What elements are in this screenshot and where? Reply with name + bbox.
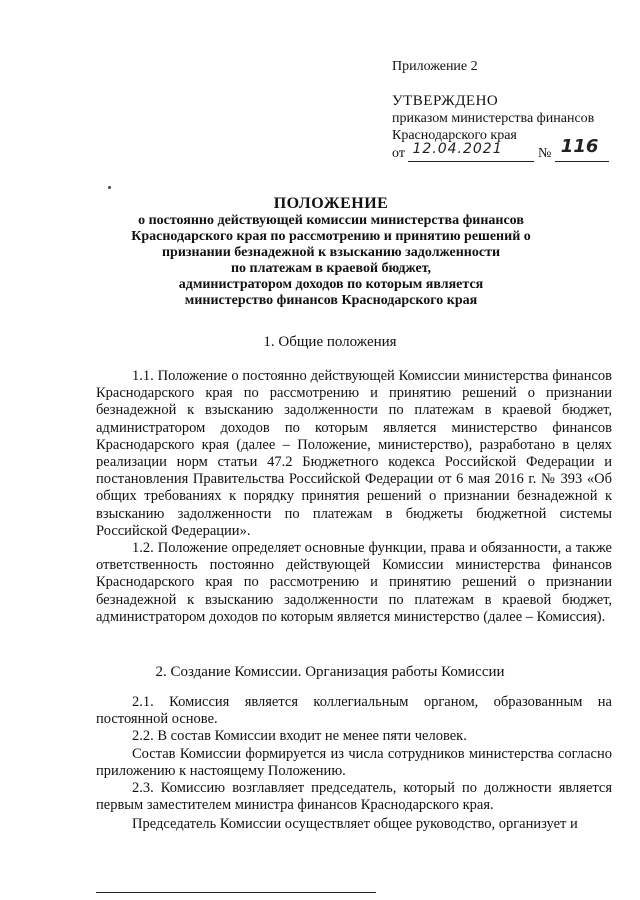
handwritten-date: 12.04.2021 bbox=[412, 141, 503, 157]
paragraph-2-2: 2.2. В состав Комиссии входит не менее пяти человек. bbox=[132, 728, 467, 745]
paragraph-2-2-composition: Состав Комиссии формируется из числа сотрудников министерства согласно приложению к настоящему Положению. bbox=[96, 745, 612, 779]
date-field bbox=[408, 141, 534, 162]
appendix-label: Приложение 2 bbox=[392, 59, 478, 74]
region-line: Краснодарского края bbox=[392, 128, 517, 143]
order-line: приказом министерства финансов bbox=[392, 111, 595, 126]
title-line: администратором доходов по которым является bbox=[178, 277, 484, 292]
section-2-heading: 2. Создание Комиссии. Организация работы Комиссии bbox=[155, 664, 505, 680]
approved-word: УТВЕРЖДЕНО bbox=[392, 93, 499, 109]
number-label: № bbox=[537, 146, 552, 161]
handwritten-number: 116 bbox=[560, 136, 599, 157]
section-1-body bbox=[96, 368, 612, 626]
document-title: ПОЛОЖЕНИЕ bbox=[273, 195, 389, 212]
from-label: от bbox=[392, 146, 405, 161]
section-1-heading: 1. Общие положения bbox=[263, 334, 397, 350]
title-line: министерство финансов Краснодарского края bbox=[184, 293, 478, 308]
order-date-number-line bbox=[392, 136, 632, 162]
title-line: о постоянно действующей комиссии министерства финансов bbox=[138, 213, 524, 228]
paragraph-2-1: 2.1. Комиссия является коллегиальным органом, образованным на постоянной основе. bbox=[96, 694, 612, 728]
scan-dot bbox=[108, 186, 111, 189]
title-line: Краснодарского края по рассмотрению и принятию решений о bbox=[131, 229, 531, 244]
section-2-body bbox=[96, 694, 612, 834]
paragraph-1-1: 1.1. Положение о постоянно действующей Комиссии министерства финансов Краснодарского края по рассмотрению и принятию решений о признании безнадежной к взысканию задолженности по платежам в краевой бюджет, администратором доходов по которым является министерство финансов Краснодарского края (далее – Положение, министерство), разработано в целях реализации норм статьи 47.2 Бюджетного кодекса Российской Федерации и постановления Правительства Российской Федерации от 6 мая 2016 г. № 393 «Об общих требованиях к порядку принятия решений о признании безнадежной к взысканию задолженности по платежам в бюджеты бюджетной системы Российской Федерации». bbox=[96, 368, 612, 539]
paragraph-1-2: 1.2. Положение определяет основные функции, права и обязанности, а также ответственность постоянно действующей Комиссии министерства финансов Краснодарского края по рассмотрению и принятию решений о признании безнадежной к взысканию задолженности по платежам в краевой бюджет, администратором доходов по которым является министерство (далее – Комиссия). bbox=[96, 540, 612, 625]
title-line: по платежам в краевой бюджет, bbox=[230, 261, 432, 276]
approval-stamp bbox=[392, 58, 632, 162]
number-field bbox=[555, 136, 609, 162]
paragraph-2-3-chairman: Председатель Комиссии осуществляет общее руководство, организует и bbox=[132, 816, 578, 833]
footer-divider bbox=[96, 892, 376, 893]
title-line: признании безнадежной к взысканию задолженности bbox=[161, 245, 501, 260]
document-title-block bbox=[96, 196, 566, 309]
paragraph-2-3: 2.3. Комиссию возглавляет председатель, который по должности является первым заместителем министра финансов Краснодарского края. bbox=[96, 780, 612, 814]
